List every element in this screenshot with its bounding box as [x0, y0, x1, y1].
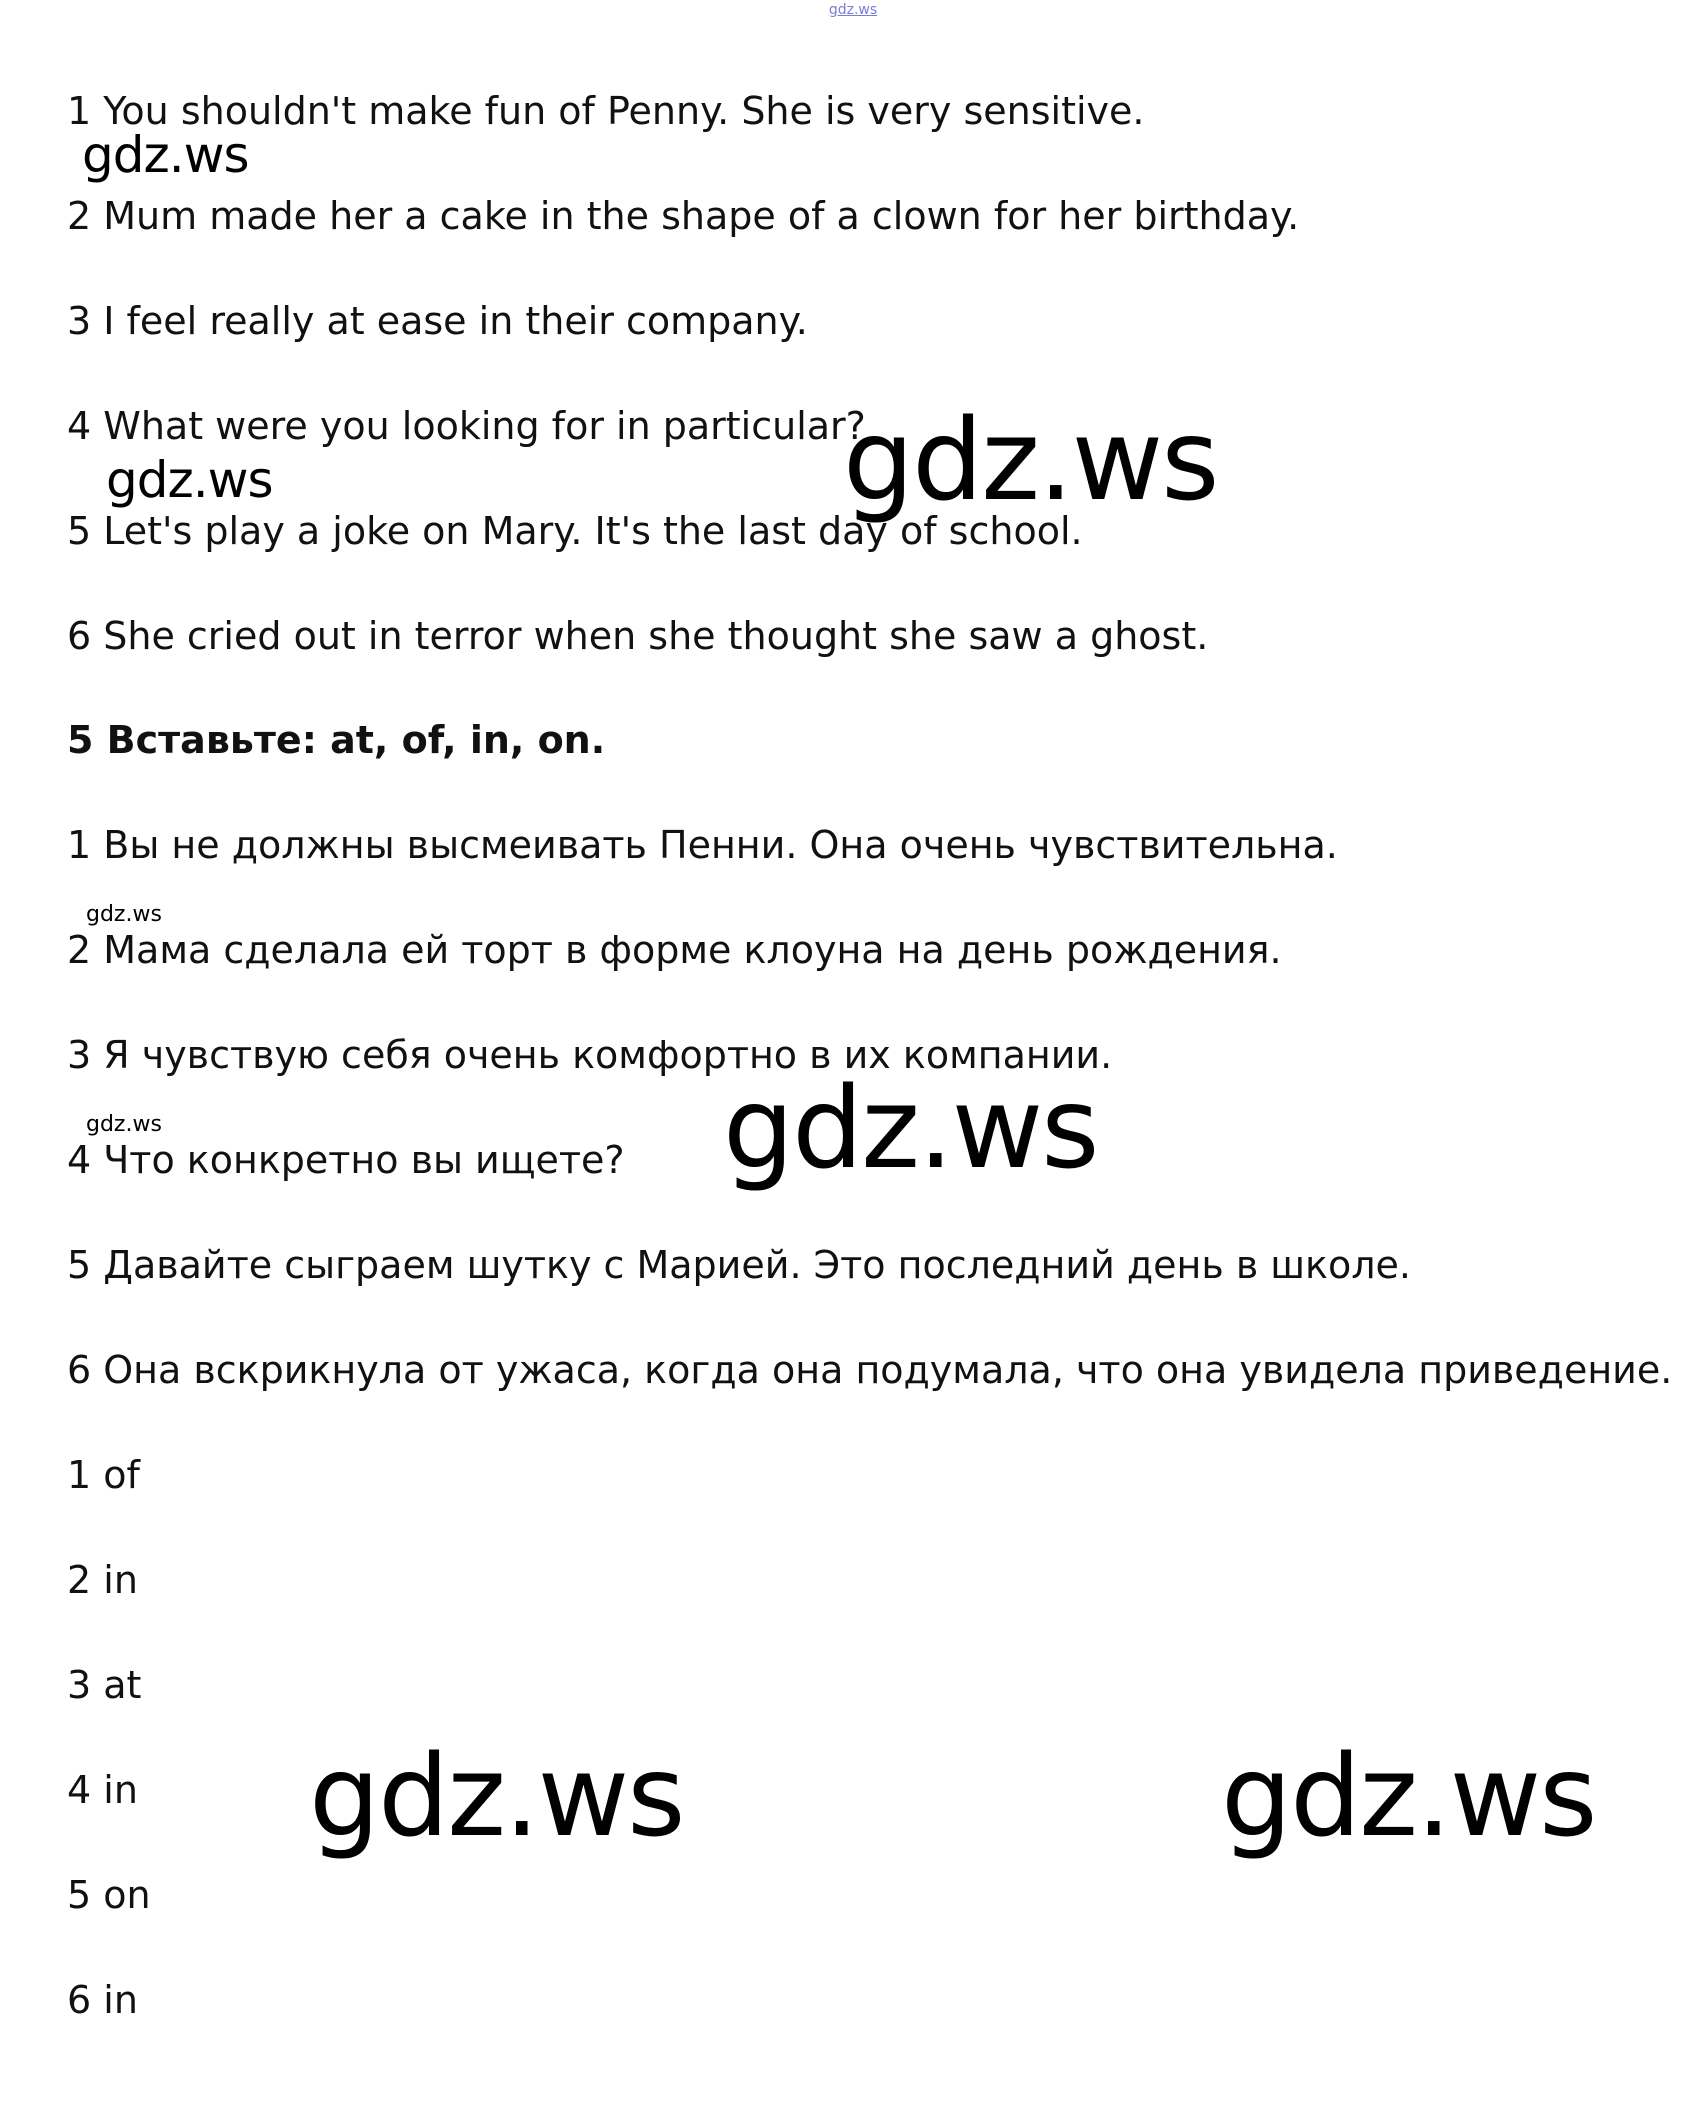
russian-sentence-3: 3 Я чувствую себя очень комфортно в их компании.: [67, 1033, 1113, 1077]
english-sentence-4: 4 What were you looking for in particular?: [67, 404, 866, 448]
watermark-3: gdz.ws: [106, 451, 273, 509]
answer-4: 4 in: [67, 1768, 138, 1812]
russian-sentence-6: 6 Она вскрикнула от ужаса, когда она подумала, что она увидела приведение.: [67, 1348, 1673, 1392]
russian-sentence-1: 1 Вы не должны высмеивать Пенни. Она очень чувствительна.: [67, 823, 1338, 867]
english-sentence-1: 1 You shouldn't make fun of Penny. She is very sensitive.: [67, 89, 1145, 133]
task-heading: 5 Вставьте: at, of, in, on.: [67, 718, 606, 762]
answer-1: 1 of: [67, 1453, 140, 1497]
russian-sentence-4: 4 Что конкретно вы ищете?: [67, 1138, 625, 1182]
answer-6: 6 in: [67, 1978, 138, 2022]
russian-sentence-5: 5 Давайте сыграем шутку с Марией. Это последний день в школе.: [67, 1243, 1412, 1287]
watermark-8: gdz.ws: [1221, 1732, 1596, 1862]
watermark-4: gdz.ws: [86, 902, 162, 927]
english-sentence-3: 3 I feel really at ease in their company.: [67, 299, 808, 343]
english-sentence-2: 2 Mum made her a cake in the shape of a clown for her birthday.: [67, 194, 1300, 238]
answer-2: 2 in: [67, 1558, 138, 1602]
watermark-7: gdz.ws: [309, 1732, 684, 1862]
watermark-6: gdz.ws: [86, 1112, 162, 1137]
watermark-2: gdz.ws: [843, 396, 1218, 526]
watermark-1: gdz.ws: [82, 126, 249, 184]
russian-sentence-2: 2 Мама сделала ей торт в форме клоуна на день рождения.: [67, 928, 1282, 972]
watermark-5: gdz.ws: [723, 1064, 1098, 1194]
english-sentence-5: 5 Let's play a joke on Mary. It's the last day of school.: [67, 509, 1083, 553]
english-sentence-6: 6 She cried out in terror when she thought she saw a ghost.: [67, 614, 1209, 658]
answer-5: 5 on: [67, 1873, 151, 1917]
answer-3: 3 at: [67, 1663, 142, 1707]
header-link[interactable]: gdz.ws: [828, 2, 878, 18]
